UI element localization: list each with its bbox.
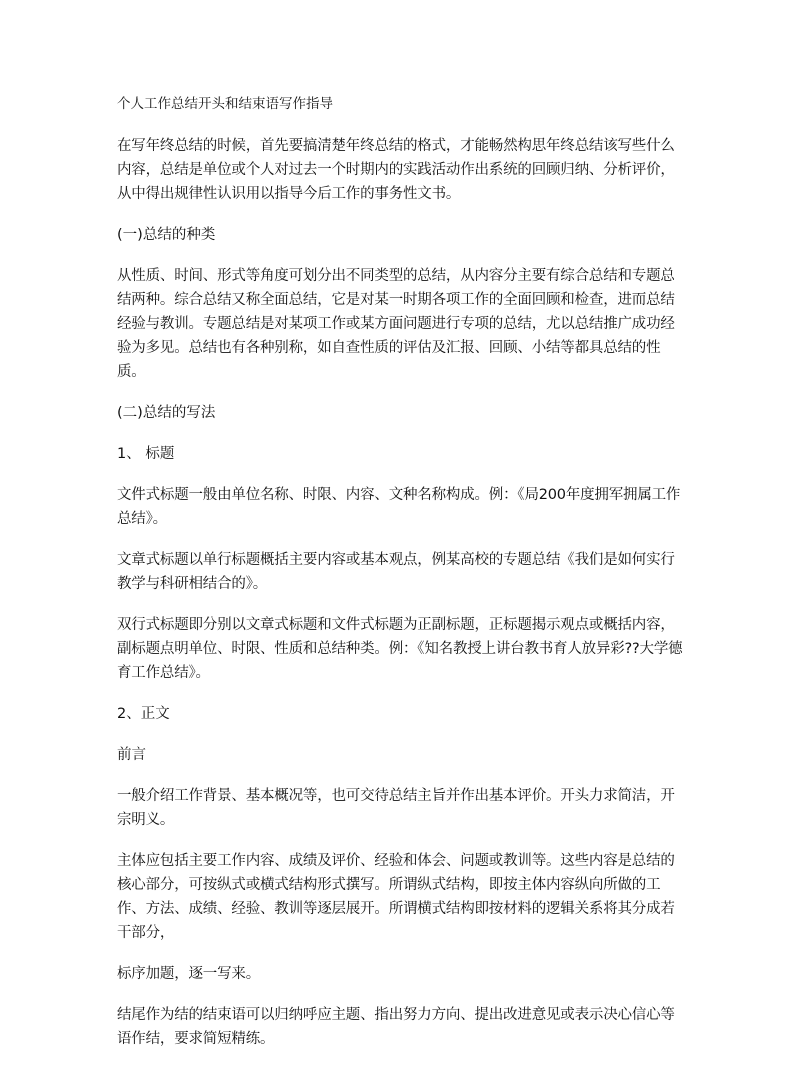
intro-paragraph: 在写年终总结的时候，首先要搞清楚年终总结的格式，才能畅然构思年终总结该写些什么内容，总结是单位或个人对过去一个时期内的实践活动作出系统的回顾归纳、分析评价，从中得出规律性认识用以指导今后工作的事务性文书。 (117, 138, 675, 202)
ending-paragraph: 结尾作为结的结束语可以归纳呼应主题、指出努力方向、提出改进意见或表示决心信心等语作结，要求简短精练。 (117, 1007, 675, 1047)
document-page (117, 94, 683, 1068)
main-body-paragraph: 主体应包括主要工作内容、成绩及评价、经验和体会、问题或教训等。这些内容是总结的核心部分，可按纵式或横式结构形式撰写。所谓纵式结构，即按主体内容纵向所做的工作、方法、成绩、经验、教训等逐层展开。所谓横式结构即按材料的逻辑关系将其分成若干部分， (117, 853, 675, 941)
title-paragraph-double-line: 双行式标题即分别以文章式标题和文件式标题为正副标题，正标题揭示观点或概括内容，副标题点明单位、时限、性质和总结种类。例：《知名教授上讲台教书育人放异彩??大学德育工作总结》。 (117, 617, 683, 681)
title-paragraph-article-style: 文章式标题以单行标题概括主要内容或基本观点，例某高校的专题总结《我们是如何实行教学与科研相结合的》。 (117, 552, 675, 592)
types-paragraph: 从性质、时间、形式等角度可划分出不同类型的总结，从内容分主要有综合总结和专题总结两种。综合总结又称全面总结，它是对某一时期各项工作的全面回顾和检查，进而总结经验与教训。专题总结是对某项工作或某方面问题进行专项的总结，尤以总结推广成功经验为多见。总结也有各种别称，如自查性质的评估及汇报、回顾、小结等都具总结的性质。 (117, 268, 675, 380)
title-paragraph-document-style: 文件式标题一般由单位名称、时限、内容、文种名称构成。例：《局200年度拥军拥属工作总结》。 (117, 487, 681, 527)
item-heading-body: 2、正文 (117, 706, 170, 722)
section-heading-types: (一)总结的种类 (117, 227, 216, 243)
item-heading-title: 1、 标题 (117, 446, 175, 462)
preface-paragraph: 一般介绍工作背景、基本概况等，也可交待总结主旨并作出基本评价。开头力求简洁，开宗明义。 (117, 788, 675, 828)
section-heading-writing: (二)总结的写法 (117, 405, 216, 421)
document-title: 个人工作总结开头和结束语写作指导 (117, 96, 333, 112)
preface-heading: 前言 (117, 747, 146, 763)
main-body-continuation: 标序加题，逐一写来。 (117, 966, 260, 982)
